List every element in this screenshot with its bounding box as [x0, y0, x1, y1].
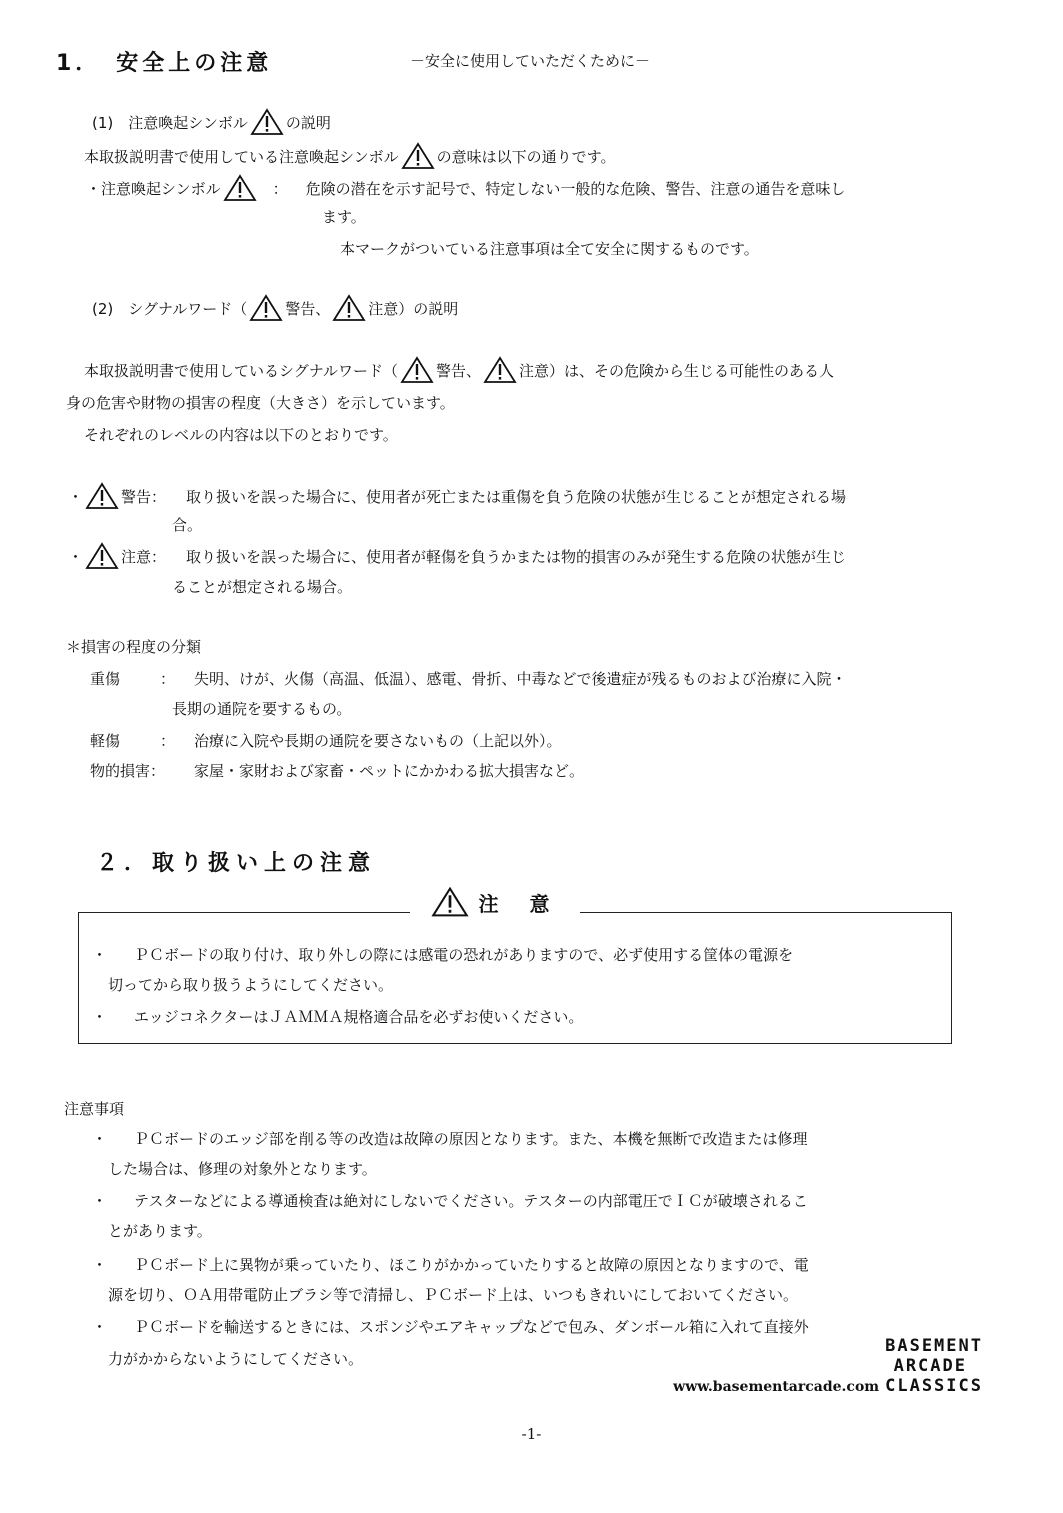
- damage-colon: ：: [160, 670, 176, 688]
- warning-triangle-icon: [431, 886, 469, 918]
- damage-term: 軽傷: [90, 732, 121, 750]
- p1-sym-text2: ます。: [322, 208, 366, 226]
- warning-triangle-icon: [85, 542, 119, 570]
- page-number: -1-: [521, 1425, 542, 1443]
- p2-line1-b: 警告、: [435, 361, 481, 380]
- note-line2: 力がかからないようにしてください。: [108, 1350, 364, 1368]
- damage-term: 重傷: [90, 670, 121, 688]
- warning-triangle-icon: [401, 142, 435, 170]
- p1-line1-a: 本取扱説明書で使用している注意喚起シンボル: [84, 147, 399, 166]
- box-item-line2: 切ってから取り扱うようにしてください。: [108, 976, 394, 994]
- section2-heading: ２．取り扱い上の注意: [96, 851, 377, 876]
- p2-title-a: (2) シグナルワード（: [92, 299, 248, 318]
- warning-text1: 取り扱いを誤った場合に、使用者が死亡または重傷を負う危険の状態が生じることが想定される場: [186, 487, 847, 506]
- p1-title-b: の説明: [285, 113, 331, 132]
- note-bullet: ・: [92, 1130, 108, 1148]
- damage-term: 物的損害：: [90, 762, 166, 780]
- caution-definition: ・ 注意： 取り扱いを誤った場合に、使用者が軽傷を負うかまたは物的損害のみが発生する危険の状態が生じ: [68, 542, 846, 570]
- box-item-bullet: ・: [92, 946, 108, 964]
- note-bullet: ・: [92, 1192, 108, 1210]
- box-item-line1: ＰＣボードの取り付け、取り外しの際には感電の恐れがありますので、必ず使用する筐体の電源を: [134, 946, 794, 964]
- p2-line2: 身の危害や財物の損害の程度（大きさ）を示しています。: [66, 394, 455, 412]
- damage-colon: ：: [160, 732, 176, 750]
- warning-triangle-icon: [85, 482, 119, 510]
- warning-triangle-icon: [250, 108, 284, 136]
- note-bullet: ・: [92, 1256, 108, 1274]
- caution-box-title: [410, 880, 580, 924]
- note-line1: ＰＣボードのエッジ部を削る等の改造は故障の原因となります。また、本機を無断で改造または修理: [134, 1130, 808, 1148]
- p1-symbol-row: [86, 174, 845, 202]
- p2-line3: それぞれのレベルの内容は以下のとおりです。: [84, 426, 398, 444]
- warning-definition: ・ 警告： 取り扱いを誤った場合に、使用者が死亡または重傷を負う危険の状態が生じることが想定される場: [68, 482, 846, 510]
- p1-line1: [84, 142, 615, 170]
- warning-text2: 合。: [172, 516, 203, 534]
- caution-box-label: 注 意: [478, 891, 562, 916]
- damage-text1: 失明、けが、火傷（高温、低温）、感電、骨折、中毒などで後遺症が残るものおよび治療に入院・: [194, 670, 847, 688]
- p2-line1: [84, 356, 834, 384]
- box-item-line1: エッジコネクターはＪＡＭＭＡ規格適合品を必ずお使いください。: [134, 1008, 584, 1026]
- warning-triangle-icon: [332, 294, 366, 322]
- p1-line1-b: の意味は以下の通りです。: [436, 147, 616, 166]
- damage-text1: 治療に入院や長期の通院を要さないもの（上記以外）。: [194, 732, 562, 750]
- p1-sym-text1: 危険の潜在を示す記号で、特定しない一般的な危険、警告、注意の通告を意味し: [305, 179, 846, 198]
- warning-label: 警告：: [121, 487, 167, 506]
- section1-heading: 1． 安全上の注意: [56, 51, 273, 76]
- note-bullet: ・: [92, 1318, 108, 1336]
- logo-url: www.basementarcade.com: [673, 1379, 880, 1395]
- p1-title-a: (1) 注意喚起シンボル: [92, 113, 248, 132]
- p1-sym-label: ・注意喚起シンボル: [86, 179, 221, 198]
- p2-title-c: 注意）の説明: [368, 299, 459, 318]
- note-line2: した場合は、修理の対象外となります。: [108, 1160, 377, 1178]
- note-line1: ＰＣボードを輸送するときには、スポンジやエアキャップなどで包み、ダンボール箱に入れて直接外: [134, 1318, 809, 1336]
- warning-triangle-icon: [483, 356, 517, 384]
- p2-line1-a: 本取扱説明書で使用しているシグナルワード（: [84, 361, 398, 380]
- section1-subheading: －安全に使用していただくために－: [410, 52, 651, 70]
- warning-triangle-icon: [223, 174, 257, 202]
- p1-sym-colon: ：: [272, 179, 288, 198]
- damage-text1: 家屋・家財および家畜・ペットにかかわる拡大損害など。: [194, 762, 585, 780]
- basement-arcade-logo: [673, 1336, 983, 1396]
- p2-title-b: 警告、: [285, 299, 331, 318]
- warning-triangle-icon: [249, 294, 283, 322]
- damage-title: ＊損害の程度の分類: [66, 638, 202, 656]
- p1-sym-text3: 本マークがついている注意事項は全て安全に関するものです。: [340, 240, 759, 258]
- notes-title: 注意事項: [64, 1100, 125, 1118]
- note-line2: 源を切り、ＯＡ用帯電防止ブラシ等で清掃し、ＰＣボード上は、いつもきれいにしておいてください。: [108, 1286, 799, 1304]
- warning-triangle-icon: [400, 356, 434, 384]
- logo-line1: BASEMENT: [885, 1336, 983, 1356]
- logo-line3: CLASSICS: [885, 1376, 983, 1396]
- logo-line2: ARCADE: [893, 1356, 967, 1376]
- caution-label: 注意：: [121, 547, 167, 566]
- damage-text2: 長期の通院を要するもの。: [172, 700, 352, 718]
- note-line2: とがあります。: [108, 1222, 212, 1240]
- note-line1: テスターなどによる導通検査は絶対にしないでください。テスターの内部電圧でＩＣが破壊されるこ: [134, 1192, 808, 1210]
- note-line1: ＰＣボード上に異物が乗っていたり、ほこりがかかっていたりすると故障の原因となりますので、電: [134, 1256, 809, 1274]
- p2-title: [92, 294, 458, 322]
- box-item-bullet: ・: [92, 1008, 108, 1026]
- p2-line1-c: 注意）は、その危険から生じる可能性のある人: [518, 361, 834, 380]
- caution-text1: 取り扱いを誤った場合に、使用者が軽傷を負うかまたは物的損害のみが発生する危険の状態が生じ: [186, 547, 847, 566]
- p1-title: [92, 108, 331, 136]
- caution-text2: ることが想定される場合。: [172, 578, 353, 596]
